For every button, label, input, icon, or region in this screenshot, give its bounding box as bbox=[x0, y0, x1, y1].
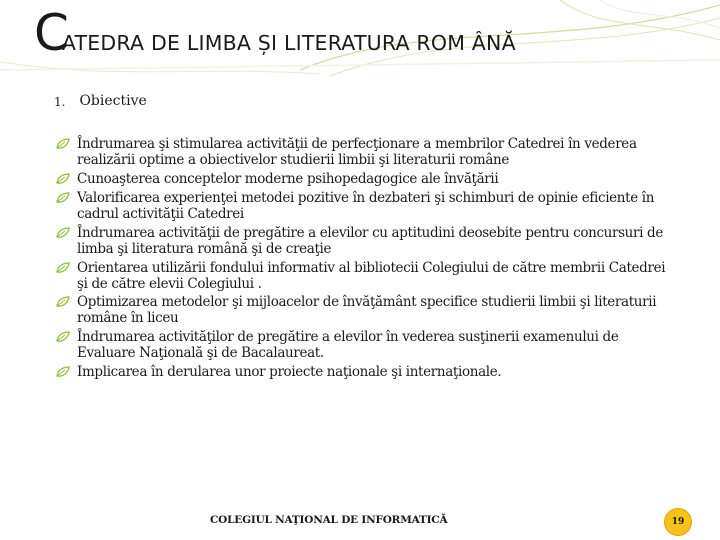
section-heading bbox=[54, 93, 147, 109]
list-item-text: Valorificarea experienţei metodei pozitive în dezbateri şi schimburi de opinie eficiente în cadrul activităţii Catedrei bbox=[77, 189, 655, 222]
footer-institution: COLEGIUL NAŢIONAL DE INFORMATICĂ bbox=[210, 514, 448, 526]
list-item bbox=[56, 136, 676, 168]
list-item bbox=[56, 225, 676, 257]
section-title: Obiective bbox=[79, 93, 147, 109]
leaf-bullet-icon bbox=[56, 366, 70, 378]
list-item bbox=[56, 364, 676, 380]
title-rest: ATEDRA DE LIMBA ȘI LITERATURA ROM ÂNĂ bbox=[61, 31, 516, 55]
title-initial: C bbox=[34, 4, 68, 62]
list-item-text: Îndrumarea activităţii de pregătire a elevilor cu aptitudini deosebite pentru concursuri de limba şi literatura română şi de creaţie bbox=[77, 224, 663, 257]
section-number: 1. bbox=[54, 95, 66, 109]
list-item-text: Optimizarea metodelor şi mijloacelor de învăţământ specifice studierii limbii şi literaturii române în liceu bbox=[77, 294, 657, 327]
objectives-list bbox=[56, 136, 676, 383]
list-item bbox=[56, 294, 676, 326]
list-item bbox=[56, 171, 676, 187]
list-item bbox=[56, 190, 676, 222]
leaf-bullet-icon bbox=[56, 331, 70, 343]
list-item-text: Implicarea în derularea unor proiecte naţionale şi internaţionale. bbox=[77, 364, 502, 381]
page-number-badge: 19 bbox=[664, 508, 692, 536]
list-item-text: Cunoaşterea conceptelor moderne psihopedagogice ale învăţării bbox=[77, 170, 499, 187]
page-title bbox=[34, 4, 516, 62]
leaf-bullet-icon bbox=[56, 296, 70, 308]
leaf-bullet-icon bbox=[56, 262, 70, 274]
leaf-bullet-icon bbox=[56, 227, 70, 239]
leaf-bullet-icon bbox=[56, 173, 70, 185]
leaf-bullet-icon bbox=[56, 138, 70, 150]
list-item-text: Îndrumarea activităţilor de pregătire a elevilor în vederea susţinerii examenului de Evaluare Naţională şi de Bacalaureat. bbox=[77, 329, 619, 362]
leaf-bullet-icon bbox=[56, 192, 70, 204]
list-item-text: Orientarea utilizării fondului informativ al bibliotecii Colegiului de către membrii Catedrei şi de către elevii Colegiului . bbox=[77, 259, 666, 292]
list-item-text: Îndrumarea şi stimularea activităţii de perfecţionare a membrilor Catedrei în vederea realizării optime a obiectivelor studierii limbii şi literaturii române bbox=[77, 136, 637, 168]
list-item bbox=[56, 329, 676, 361]
list-item bbox=[56, 260, 676, 292]
